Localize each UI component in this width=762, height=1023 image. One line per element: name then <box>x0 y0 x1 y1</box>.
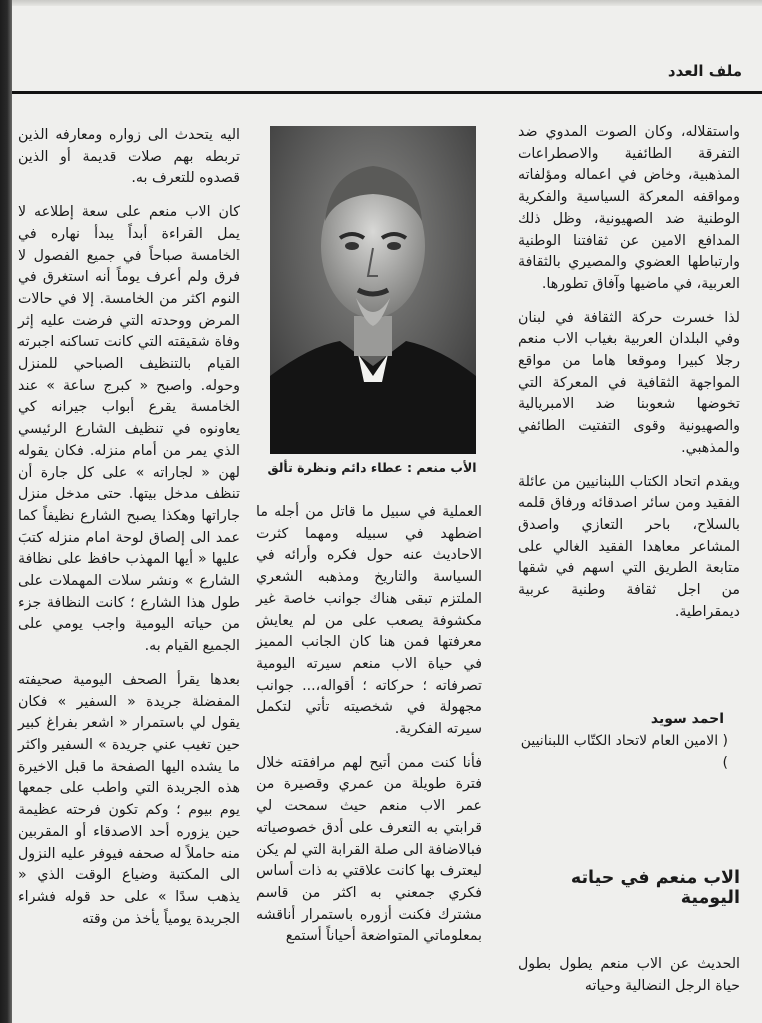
article-column-left <box>18 125 240 1015</box>
paragraph: فأنا كنت ممن أتيح لهم مرافقته خلال فترة طويلة من عمري وقصيرة من عمر الاب منعم حيث سمحت لي قرابتي به التعرف على أدق خصوصياته فبالاضافة الى صلة القرابة التي لم يكن ليعترف بها كانت علاقتي به ذات أساس فكري جمعني به اكثر من قاسم مشترك فكنت أزوره باستمرار أناقشه بمعلوماتي المتواضعة أحياناً أستمع <box>256 754 482 945</box>
photo-caption <box>262 460 482 475</box>
portrait-photo <box>270 126 476 454</box>
paragraph: العملية في سبيل ما قاتل من أجله ما اضطهد في سبيله ومهما كثرت الاحاديث عنه حول فكره وأرائه في السياسة والتاريخ ومذهبه الشعري الملتزم تبقى هناك جوانب خاصة غير مكشوفة يصعب على من لم يعايش معرفتها فمن هنا كان الجانب المميز في حياة الاب منعم سيرته اليومية تصرفاته ؛ حركاته ؛ أقواله،... جوانب مجهولة في شخصيته تأتي لتكمل سيرته الفكرية. <box>256 504 482 738</box>
paragraph: ويقدم اتحاد الكتاب اللبنانيين من عائلة الفقيد ومن سائر اصدقائه ورفاق قلمه بالسلاح، باحر التعازي واصدق المشاعر معاهدا الفقيد الغالي على متابعة الطريق التي اسهم في شقها من اجل ثقافة وطنية عربية ديمقراطية. <box>518 473 740 620</box>
signature-name: احمد سويد <box>650 711 724 727</box>
signature-block <box>512 708 734 774</box>
portrait-illustration <box>270 126 476 454</box>
section-title: ملف العدد <box>667 62 742 80</box>
paragraph: كان الاب منعم على سعة إطلاعه لا يمل القراءة أبداً يبدأ نهاره في الخامسة صباحاً في جميع الفصول لا فرق ولم أعرف يوماً أنه استغرق في النوم اكثر من الخامسة. إلا في حالات المرض ووحدته التي فرضت عليه إثر وفاة شقيقته التي كانت تساكنه اجبرته القيام بالتنظيف الصباحي للمنزل وحوله. واصبح « كبرج ساعة » عند الخامسة يقرع أبواب جيرانه كي يعاونوه في تنظيف الشارع الرئيسي الذي يمر من أمام منزله. فكان يقوله لهن « لجاراته » على كل جارة أن تنظف مدخل بيتها. حتى مدخل منزل جاراتها وهكذا يصبح الشارع نظيفاً كما عمد الى إلصاق لوحة امام منزله كتبَ عليها « أيها المهذب حافظ على نظافة الشارع » ونشر سلات المهملات على طول هذا الشارع ؛ كانت النظافة جزء من حياته اليومية واجب يومي على الجميع القيام به. <box>18 204 240 655</box>
paragraph: الحديث عن الاب منعم يطول بطول حياة الرجل النضالية وحياته <box>518 956 740 994</box>
paragraph: اليه يتحدث الى زواره ومعارفه الذين تربطه بهم صلات قديمة أو الذين قصدوه للتعرف به. <box>18 127 240 187</box>
article-column-right <box>518 122 740 620</box>
article-column-middle <box>256 502 482 1012</box>
header-rule <box>12 91 762 94</box>
article-subheading: الاب منعم في حياته اليومية <box>570 868 740 908</box>
binding-gutter <box>0 0 12 1023</box>
caption-name: الأب منعم : <box>407 460 477 475</box>
caption-text: عطاء دائم ونظرة تألق <box>267 460 403 475</box>
signature-title: ( الامين العام لاتحاد الكتّاب اللبنانيين ) <box>520 733 728 771</box>
page-top-edge <box>0 0 762 6</box>
paragraph: واستقلاله، وكان الصوت المدوي ضد التفرقة الطائفية والاصطراعات المذهبية، وخاض في اعماله ومؤلفاته ومواقفه المعركة السياسية والفكرية الوطنية ضد الصهيونية، وظل ذلك المدافع الامين عن ثقافتنا الوطنية وارتباطها العضوي والمصيري بالثقافة العربية، في ماضيها وآفاق تطورها. <box>518 124 740 292</box>
article-column-right-bottom <box>518 954 740 1018</box>
paragraph: لذا خسرت حركة الثقافة في لبنان وفي البلدان العربية بغياب الاب منعم رجلا كبيرا وموقعا هاما من مواقع المواجهة الثقافية في المعركة التي تخوضها شعوبنا ضد الامبريالية والصهيونية وقوى التفتيت الطائفي والمذهبي. <box>518 309 740 456</box>
paragraph: بعدها يقرأ الصحف اليومية صحيفته المفضلة جريدة « السفير » فكان يقول لي باستمرار « اشعر بفراغ كبير حين تغيب عني جريدة » السفير واكثر ما يشده اليها الصفحة ما قبل الاخيرة هذه الجريدة التي واطب على جمعها يوم بيوم ؛ وكم تكون فرحته عظيمة حين يزوره أحد الاصدقاء أو المقربين منه حاملاً له صحفه فيوفر عليه النزول الى المكتبة وضياع الوقت الذي « يذهب سدًا » على حد قوله فشراء الجريدة يومياً يأخذ من وقته <box>18 671 240 927</box>
